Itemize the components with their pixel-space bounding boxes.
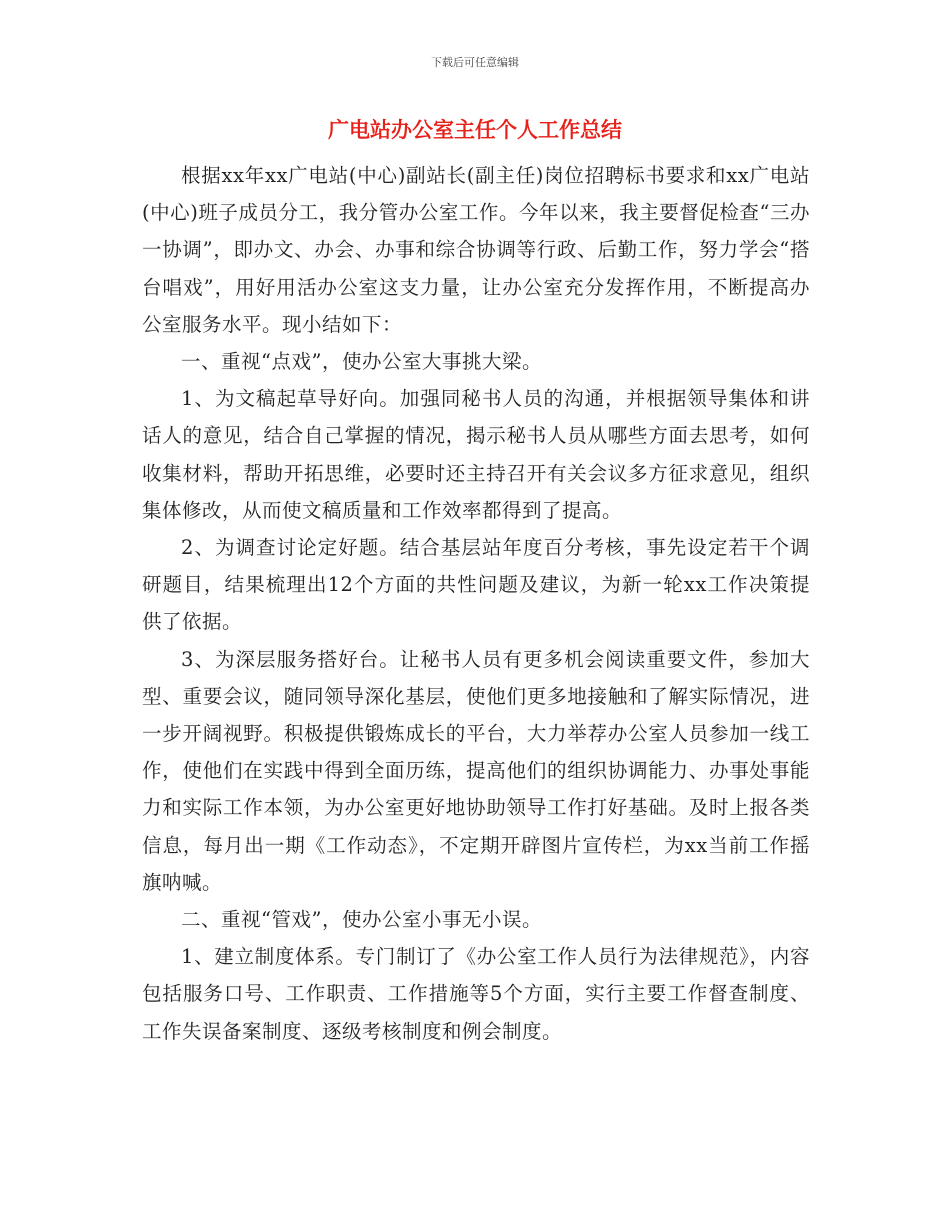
- document-title: 广电站办公室主任个人工作总结: [328, 118, 622, 142]
- section-heading-1: 一、重视“点戏”，使办公室大事挑大梁。: [181, 350, 542, 374]
- section-heading-2: 二、重视“管戏”，使办公室小事无小误。: [181, 908, 542, 932]
- paragraph-intro: 根据xx年xx广电站(中心)副站长(副主任)岗位招聘标书要求和xx广电站(中心)班子成员分工，我分管办公室工作。今年以来，我主要督促检查“三办一协调”，即办文、办会、办事和综合协调等行政、后勤工作，努力学会“搭台唱戏”，用好用活办公室这支力量，让办公室充分发挥作用，不断提高办公室服务水平。现小结如下：: [142, 164, 810, 336]
- document-body: [142, 157, 810, 1050]
- paragraph-1-1: 1、为文稿起草导好向。加强同秘书人员的沟通，并根据领导集体和讲话人的意见，结合自己掌握的情况，揭示秘书人员从哪些方面去思考，如何收集材料，帮助开拓思维，必要时还主持召开有关会议多方征求意见，组织集体修改，从而使文稿质量和工作效率都得到了提高。: [142, 387, 810, 522]
- header-note: 下载后可任意编辑: [431, 56, 519, 69]
- paragraph-1-3: 3、为深层服务搭好台。让秘书人员有更多机会阅读重要文件，参加大型、重要会议，随同领导深化基层，使他们更多地接触和了解实际情况，进一步开阔视野。积极提供锻炼成长的平台，大力举荐办公室人员参加一线工作，使他们在实践中得到全面历练，提高他们的组织协调能力、办事处事能力和实际工作本领，为办公室更好地协助领导工作打好基础。及时上报各类信息，每月出一期《工作动态》，不定期开辟图片宣传栏，为xx当前工作摇旗呐喊。: [142, 647, 810, 894]
- paragraph-1-2: 2、为调查讨论定好题。结合基层站年度百分考核，事先设定若干个调研题目，结果梳理出12个方面的共性问题及建议，为新一轮xx工作决策提供了依据。: [142, 536, 810, 634]
- paragraph-2-1: 1、建立制度体系。专门制订了《办公室工作人员行为法律规范》，内容包括服务口号、工作职责、工作措施等5个方面，实行主要工作督查制度、工作失误备案制度、逐级考核制度和例会制度。: [142, 945, 810, 1043]
